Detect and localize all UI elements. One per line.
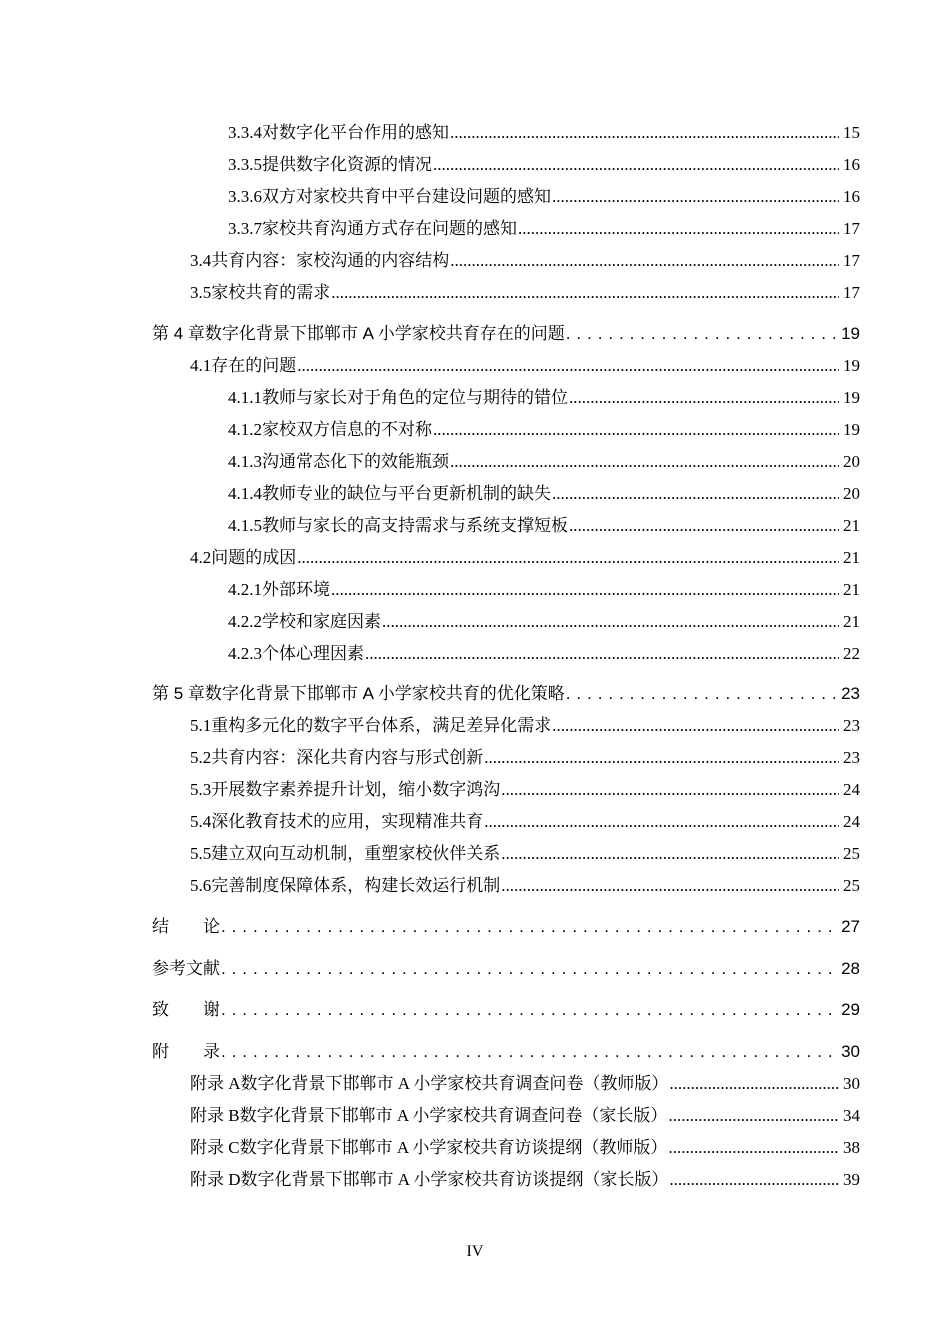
toc-entry-title: 数字化背景下邯郸市 A 小学家校共育的优化策略 [204,684,565,703]
toc-entry-title: 致 谢 [152,1000,220,1019]
toc-entry-page: 39 [843,1170,860,1189]
toc-entry[interactable] [190,354,860,378]
dot-leader [331,281,839,305]
dot-leader [552,482,839,506]
toc-entry-page: 19 [841,324,860,343]
toc-chapter-entry[interactable] [152,998,860,1022]
toc-entry-number: 4.1 [190,356,212,375]
toc-entry-page: 30 [843,1074,860,1093]
toc-entry-number: 5.6 [190,876,212,895]
toc-entry[interactable] [190,1072,860,1096]
dot-leader [450,121,839,145]
toc-entry[interactable] [190,546,860,570]
toc-entry-number: 4.2.3 [228,644,262,663]
toc-entry[interactable] [190,778,860,802]
toc-entry-number: 3.3.4 [228,123,262,142]
toc-entry[interactable] [190,842,860,866]
toc-entry-title: 结 论 [152,917,220,936]
dot-leader [221,915,839,939]
toc-entry-title: 个体心理因素 [262,644,364,663]
toc-entry-title: 教师与家长的高支持需求与系统支撑短板 [262,516,568,535]
toc-entry-page: 21 [843,580,860,599]
toc-entry[interactable] [190,714,860,738]
toc-entry-number: 5.3 [190,780,212,799]
toc-entry[interactable] [190,1168,860,1192]
toc-entry-page: 16 [843,155,860,174]
toc-entry[interactable] [228,514,860,538]
toc-entry-number: 5.4 [190,812,212,831]
toc-entry-page: 19 [843,420,860,439]
dot-leader [484,810,839,834]
toc-entry-number: 4.2.1 [228,580,262,599]
toc-entry-title: 重构多元化的数字平台体系，满足差异化需求 [211,716,552,735]
dot-leader [668,1136,839,1160]
toc-entry-page: 24 [843,780,860,799]
toc-entry[interactable] [228,418,860,442]
toc-entry[interactable] [228,121,860,145]
toc-entry-title: 提供数字化资源的情况 [262,155,432,174]
toc-entry-number: 4.1.1 [228,388,262,407]
toc-entry[interactable] [190,249,860,273]
toc-entry-title: 数字化背景下邯郸市 A 小学家校共育存在的问题 [204,324,565,343]
dot-leader [450,450,839,474]
toc-entry-page: 25 [843,844,860,863]
toc-entry-title: 教师专业的缺位与平台更新机制的缺失 [262,484,551,503]
dot-leader [501,778,839,802]
toc-entry-page: 21 [843,548,860,567]
toc-entry-title: 家校共育的需求 [211,283,331,302]
toc-entry-page: 22 [843,644,860,663]
toc-entry-page: 19 [843,388,860,407]
dot-leader [297,546,839,570]
dot-leader [501,874,839,898]
toc-entry[interactable] [190,1104,860,1128]
toc-entry-number: 3.3.5 [228,155,262,174]
toc-entry-number: 4.1.4 [228,484,262,503]
toc-entry-page: 21 [843,516,860,535]
toc-entry-page: 30 [841,1042,860,1061]
toc-entry-page: 17 [843,251,860,270]
toc-entry-number: 4.1.3 [228,452,262,471]
toc-entry[interactable] [228,217,860,241]
dot-leader [221,1040,839,1064]
toc-entry-number: 4.1.5 [228,516,262,535]
toc-entry-number: 5.5 [190,844,212,863]
toc-entry-page: 29 [841,1000,860,1019]
toc-entry-title: 建立双向互动机制，重塑家校伙伴关系 [211,844,501,863]
toc-entry-number: 第 4 章 [152,324,205,343]
toc-entry[interactable] [228,610,860,634]
dot-leader [669,1072,839,1096]
toc-entry-title: 深化教育技术的应用，实现精准共育 [211,812,484,831]
toc-entry-page: 19 [843,356,860,375]
toc-entry-number: 4.1.2 [228,420,262,439]
toc-entry-page: 28 [841,959,860,978]
toc-chapter-entry[interactable] [152,682,860,706]
toc-entry-page: 17 [843,283,860,302]
toc-entry-page: 25 [843,876,860,895]
toc-entry-number: 3.3.6 [228,187,262,206]
dot-leader [221,957,839,981]
dot-leader [566,682,839,706]
toc-entry-page: 23 [843,716,860,735]
toc-entry-title: 共育内容：深化共育内容与形式创新 [211,748,484,767]
toc-entry-page: 38 [843,1138,860,1157]
toc-entry-number: 附录 B [190,1106,240,1125]
toc-entry-page: 21 [843,612,860,631]
toc-entry-title: 对数字化平台作用的感知 [262,123,449,142]
toc-entry-title: 外部环境 [262,580,330,599]
toc-entry-page: 23 [841,684,860,703]
toc-entry[interactable] [190,281,860,305]
toc-entry[interactable] [228,450,860,474]
dot-leader [501,842,839,866]
toc-entry-page: 23 [843,748,860,767]
toc-chapter-entry[interactable] [152,322,860,346]
dot-leader [569,386,839,410]
toc-entry-title: 开展数字素养提升计划，缩小数字鸿沟 [211,780,501,799]
toc-entry-number: 附录 A [190,1074,241,1093]
toc-entry-title: 数字化背景下邯郸市 A 小学家校共育调查问卷（家长版） [239,1106,668,1125]
toc-entry-title: 附 录 [152,1042,220,1061]
toc-entry-number: 5.2 [190,748,212,767]
toc-entry-title: 参考文献 [152,959,220,978]
toc-chapter-entry[interactable] [152,957,860,981]
toc-entry-title: 家校双方信息的不对称 [262,420,432,439]
toc-entry-title: 数字化背景下邯郸市 A 小学家校共育调查问卷（教师版） [240,1074,669,1093]
toc-chapter-entry[interactable] [152,915,860,939]
toc-entry-number: 附录 C [190,1138,240,1157]
toc-entry-title: 问题的成因 [211,548,297,567]
toc-entry-title: 家校共育沟通方式存在问题的感知 [262,219,517,238]
toc-entry-number: 5.1 [190,716,212,735]
toc-entry-page: 24 [843,812,860,831]
toc-entry[interactable] [228,578,860,602]
dot-leader [433,153,839,177]
dot-leader [297,354,839,378]
toc-entry-number: 3.5 [190,283,212,302]
dot-leader [382,610,839,634]
toc-entry-title: 沟通常态化下的效能瓶颈 [262,452,449,471]
toc-entry[interactable] [190,874,860,898]
toc-entry-number: 3.3.7 [228,219,262,238]
toc-entry[interactable] [190,746,860,770]
dot-leader [450,249,839,273]
toc-entry[interactable] [228,482,860,506]
page-number: IV [466,1243,484,1260]
toc-entry-number: 附录 D [190,1170,241,1189]
dot-leader [552,714,839,738]
toc-entry-title: 共育内容：家校沟通的内容结构 [211,251,450,270]
dot-leader [221,998,839,1022]
toc-entry[interactable] [190,1136,860,1160]
toc-entry-title: 数字化背景下邯郸市 A 小学家校共育访谈提纲（家长版） [240,1170,669,1189]
dot-leader [668,1104,839,1128]
dot-leader [669,1168,839,1192]
toc-entry-title: 数字化背景下邯郸市 A 小学家校共育访谈提纲（教师版） [239,1138,668,1157]
toc-entry[interactable] [228,642,860,666]
dot-leader [552,185,839,209]
toc-entry-number: 3.4 [190,251,212,270]
dot-leader [484,746,839,770]
dot-leader [569,514,839,538]
toc-entry-title: 双方对家校共育中平台建设问题的感知 [262,187,551,206]
toc-entry-page: 34 [843,1106,860,1125]
toc-entry-title: 教师与家长对于角色的定位与期待的错位 [262,388,568,407]
toc-entry-page: 15 [843,123,860,142]
toc-entry-page: 17 [843,219,860,238]
toc-entry-number: 第 5 章 [152,684,205,703]
toc-entry[interactable] [190,810,860,834]
toc-entry-title: 存在的问题 [211,356,297,375]
toc-entry[interactable] [228,386,860,410]
dot-leader [331,578,839,602]
toc-chapter-entry[interactable] [152,1040,860,1064]
dot-leader [433,418,839,442]
dot-leader [566,322,839,346]
toc-entry[interactable] [228,185,860,209]
dot-leader [518,217,839,241]
toc-entry-page: 16 [843,187,860,206]
toc-entry-page: 27 [841,917,860,936]
toc-entry-number: 4.2 [190,548,212,567]
dot-leader [365,642,839,666]
toc-entry-page: 20 [843,452,860,471]
toc-entry-page: 20 [843,484,860,503]
toc-entry-title: 完善制度保障体系，构建长效运行机制 [211,876,501,895]
toc-entry[interactable] [228,153,860,177]
toc-entry-title: 学校和家庭因素 [262,612,381,631]
toc-entry-number: 4.2.2 [228,612,262,631]
